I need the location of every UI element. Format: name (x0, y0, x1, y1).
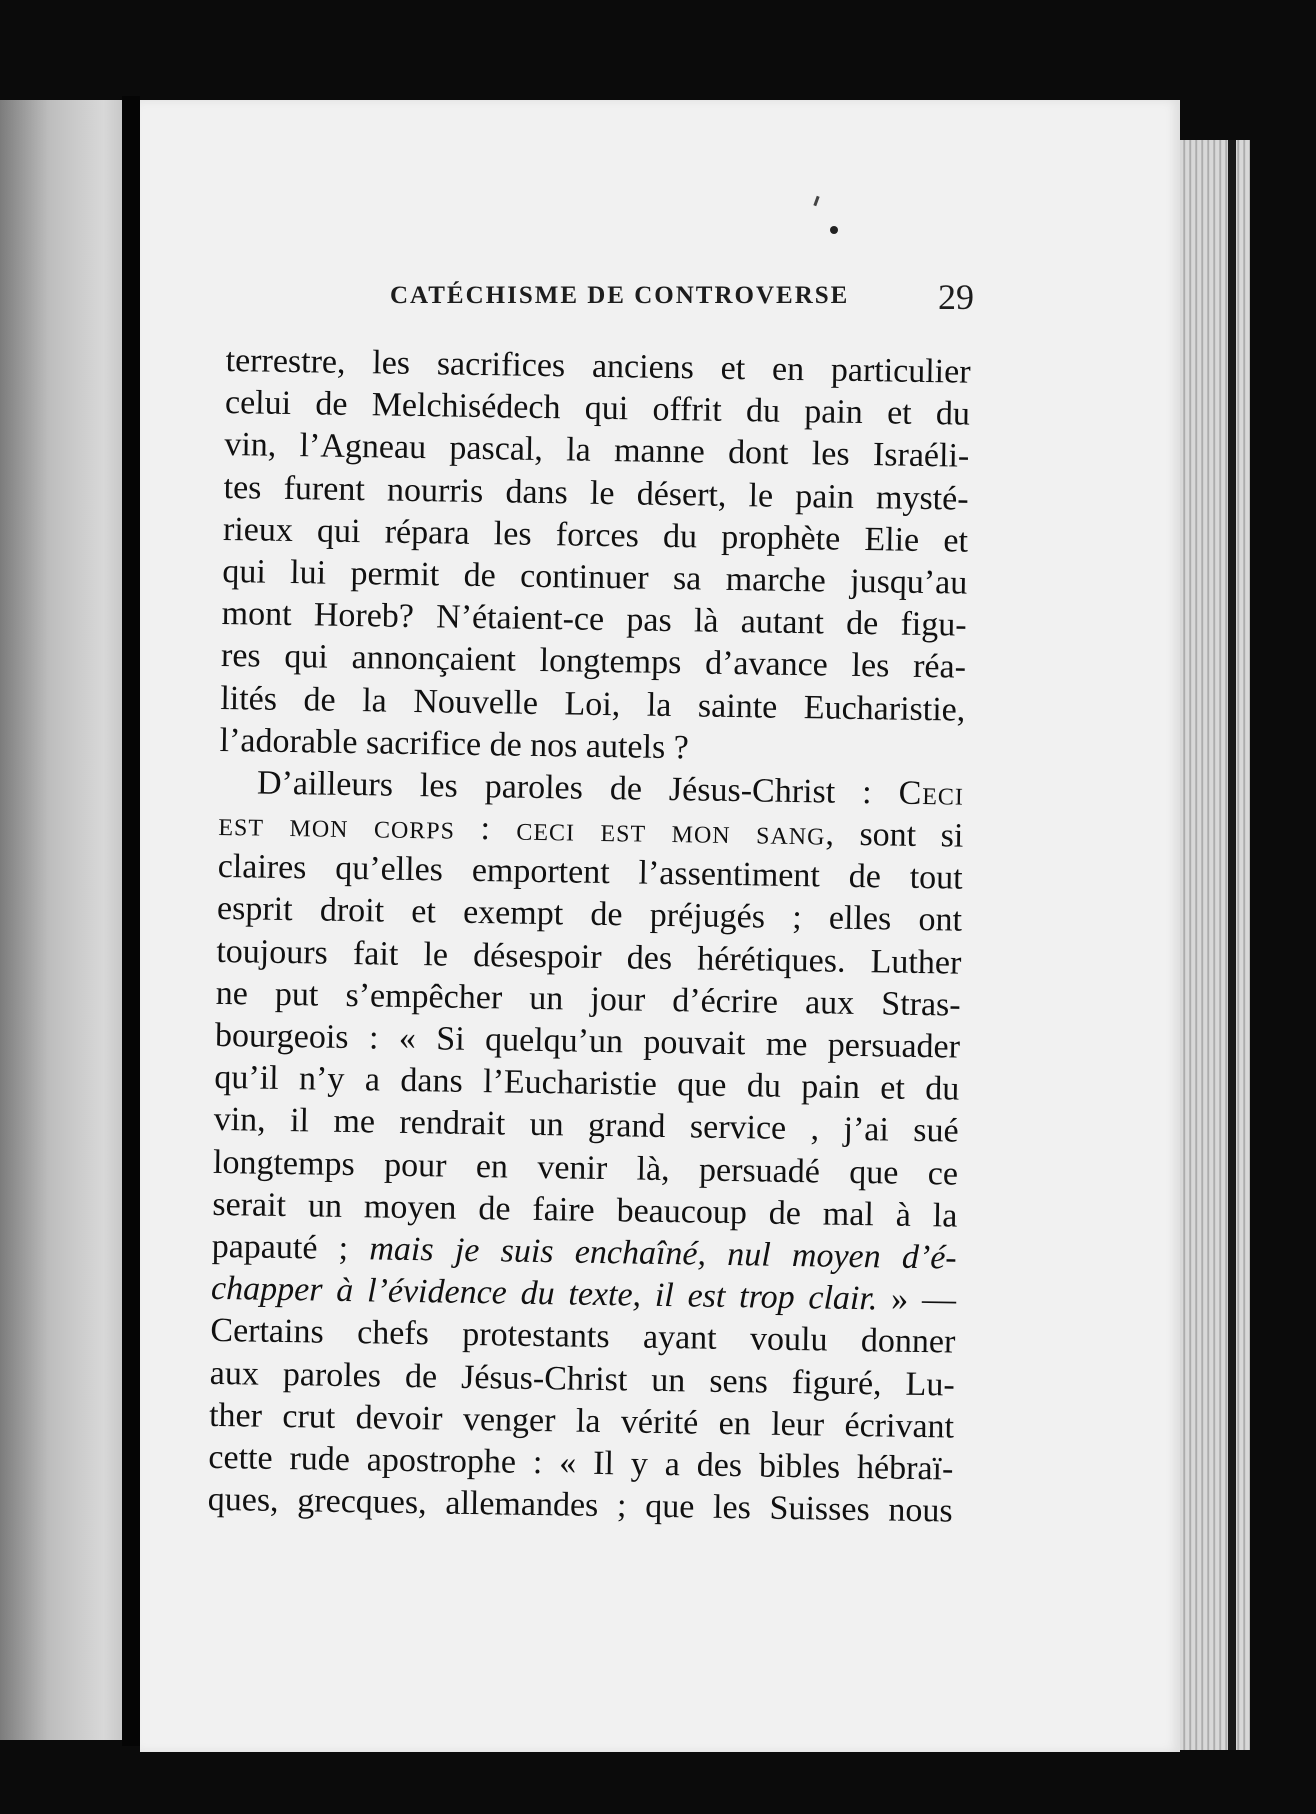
small-caps-text: est mon corps : ceci est mon sang, (218, 806, 836, 853)
book-gutter (122, 96, 140, 1746)
small-caps-text: Ceci (898, 774, 965, 813)
text-line: vin, l’Agneau pascal, la manne dont les Israéli- (224, 426, 970, 476)
page-edge-shadow (1228, 140, 1236, 1750)
text-fragment: papauté ; (211, 1227, 349, 1267)
stacked-page-edges (1180, 140, 1250, 1750)
text-line: ne put s’empêcher un jour d’écrire aux Stras- (215, 974, 961, 1024)
text-line: lités de la Nouvelle Loi, la sainte Eucharistie, (220, 679, 966, 729)
paragraph-start-text: D’ailleurs les paroles de Jésus-Christ : (256, 764, 872, 812)
body-text (207, 340, 970, 1533)
text-line: longtemps pour en venir là, persuadé que ce (212, 1143, 959, 1193)
text-line: claires qu’elles emportent l’assentiment de tout (217, 848, 963, 897)
text-fragment: » — (890, 1280, 957, 1319)
italic-quote: mais je suis enchaîné, nul moyen d’é- (369, 1230, 957, 1277)
text-fragment: sont si (859, 816, 964, 855)
running-header-title: CATÉCHISME DE CONTROVERSE (390, 282, 850, 309)
text-line: qu’il n’y a dans l’Eucharistie que du pain et du (214, 1059, 960, 1108)
text-line: rieux qui répara les forces du prophète Elie et (222, 510, 969, 560)
text-line: toujours fait le désespoir des hérétiques. Luther (216, 932, 962, 982)
text-line: ther crut devoir venger la vérité en leur écrivant (208, 1396, 955, 1446)
text-line: esprit droit et exempt de préjugés ; elles ont (216, 890, 963, 940)
text-line: mont Horeb? N’étaient-ce pas là autant de figu- (221, 595, 967, 644)
page-number: 29 (938, 277, 974, 317)
text-line: l’adorable sacrifice de nos autels ? (219, 721, 690, 767)
text-line: cette rude apostrophe : « Il y a des bibles hébraï- (208, 1438, 954, 1488)
running-header (390, 277, 990, 322)
text-line: celui de Melchisédech qui offrit du pain et du (224, 384, 971, 433)
text-line: aux paroles de Jésus-Christ un sens figuré, Lu- (209, 1354, 955, 1404)
text-line: serait un moyen de faire beaucoup de mal à la (212, 1185, 958, 1235)
text-line: Certains chefs protestants ayant voulu donner (210, 1312, 956, 1361)
text-line: ques, grecques, allemandes ; que les Suisses nous (207, 1480, 953, 1530)
text-line: vin, il me rendrait un grand service , j’ai sué (213, 1101, 959, 1150)
text-line: res qui annonçaient longtemps d’avance les réa- (220, 637, 967, 686)
text-line: tes furent nourris dans le désert, le pain mysté- (223, 468, 969, 518)
text-line: qui lui permit de continuer sa marche jusqu’au (222, 552, 968, 602)
italic-quote: chapper à l’évidence du texte, il est trop clair. (210, 1270, 878, 1318)
text-line: bourgeois : « Si quelqu’un pouvait me persuader (214, 1016, 961, 1066)
ink-dot (830, 226, 838, 234)
previous-page-edge (0, 100, 122, 1740)
text-line: terrestre, les sacrifices anciens et en particulier (225, 341, 971, 391)
